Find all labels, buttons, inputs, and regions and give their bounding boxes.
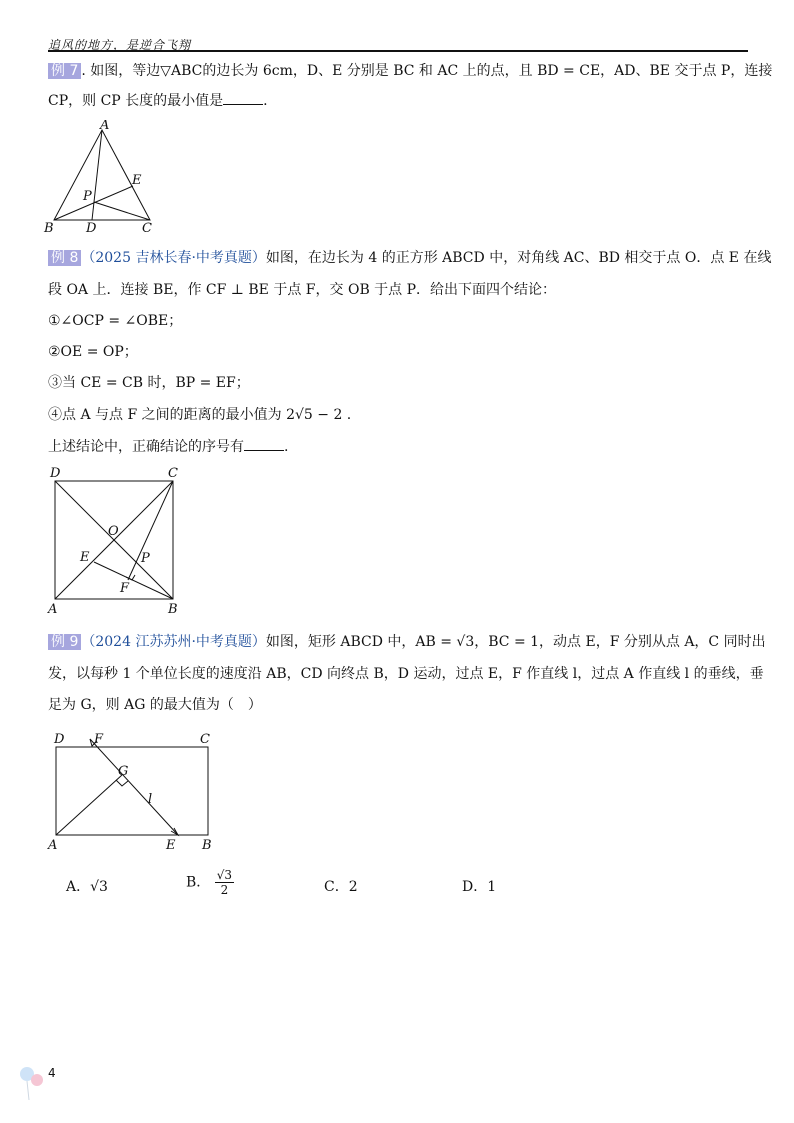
option-b[interactable]: B． $\frac{√3}{2}$	[186, 868, 233, 897]
fig2-label-B: B	[168, 602, 178, 617]
balloon-decoration-icon	[18, 1064, 48, 1104]
fig2-label-F: F	[120, 581, 130, 596]
page-number: 4	[48, 1066, 56, 1080]
triangle-figure	[40, 120, 170, 238]
fig1-label-B: B	[44, 221, 54, 236]
fig2-label-A: A	[48, 602, 58, 617]
answer-blank	[244, 437, 284, 451]
fig1-label-E: E	[132, 173, 142, 188]
fig2-label-P: P	[141, 551, 150, 566]
answer-blank	[223, 91, 263, 105]
ex7-line2: CP，则 CP 长度的最小值是 .	[48, 93, 268, 109]
fig1-label-P: P	[83, 189, 92, 204]
header-motto: 追风的地方，是逆合飞翔	[48, 38, 192, 52]
option-d[interactable]: D．1	[462, 879, 497, 895]
fraction: $\frac{√3}{2}$	[216, 868, 233, 897]
fig2-label-O: O	[108, 524, 119, 539]
fig2-label-C: C	[168, 466, 178, 481]
option-a[interactable]: A．√3	[66, 879, 108, 895]
ex8-tag: 例 8	[48, 250, 81, 266]
ex8-source: （2025 吉林长春·中考真题）	[81, 250, 266, 266]
fig3-label-E: E	[166, 838, 176, 853]
fig3-label-B: B	[202, 838, 212, 853]
ex8-conclusion-4: ④点 A 与点 F 之间的距离的最小值为 2√5 − 2 .	[48, 407, 352, 423]
fig2-label-D: D	[50, 466, 61, 481]
fig3-label-C: C	[200, 732, 210, 747]
fig3-label-D: D	[54, 732, 65, 747]
fig1-label-A: A	[100, 120, 110, 133]
fig3-label-G: G	[118, 764, 129, 779]
ex7-tag: 例 7	[48, 63, 81, 79]
ex7-line1	[48, 61, 772, 81]
fig1-label-C: C	[142, 221, 152, 236]
ex8-conclude: 上述结论中，正确结论的序号有 .	[48, 439, 289, 455]
fig3-label-F: F	[94, 732, 104, 747]
ex9-text1: 如图，矩形 ABCD 中，AB = √3，BC = 1，动点 E，F 分别从点 A，C 同时出	[265, 634, 766, 650]
ex9-tag: 例 9	[48, 634, 81, 650]
square-figure	[40, 465, 190, 617]
ex9-line2: 发，以每秒 1 个单位长度的速度沿 AB，CD 向终点 B，D 运动，过点 E，F 作直线 l，过点 A 作直线 l 的垂线，垂	[48, 666, 764, 682]
ex8-line1	[48, 248, 771, 268]
ex8-line2: 段 OA 上．连接 BE，作 CF ⊥ BE 于点 F，交 OB 于点 P．给出下面四个结论：	[48, 282, 557, 298]
option-c[interactable]: C．2	[324, 879, 358, 895]
ex7-text2: CP，则 CP 长度的最小值是	[48, 93, 224, 109]
ex9-line3: 足为 G，则 AG 的最大值为（ ）	[48, 697, 262, 713]
fig3-label-A: A	[48, 838, 58, 853]
ex9-source: （2024 江苏苏州·中考真题）	[81, 634, 266, 650]
fig1-label-D: D	[86, 221, 97, 236]
ex7-text1: . 如图，等边▽ABC的边长为 6cm，D、E 分别是 BC 和 AC 上的点，且 BD = CE，AD、BE 交于点 P，连接	[81, 63, 773, 79]
header-rule	[48, 50, 748, 52]
rectangle-figure	[40, 727, 230, 855]
ex8-conclusion-3: ③当 CE = CB 时，BP = EF；	[48, 375, 250, 391]
ex9-line1	[48, 632, 766, 652]
ex8-text1: 如图，在边长为 4 的正方形 ABCD 中，对角线 AC、BD 相交于点 O．点 E 在线	[265, 250, 772, 266]
ex8-conclusion-2: ②OE = OP；	[48, 344, 138, 360]
fig3-label-l: l	[148, 792, 153, 807]
ex8-conclusion-1: ①∠OCP = ∠OBE；	[48, 313, 183, 329]
fig2-label-E: E	[80, 550, 90, 565]
